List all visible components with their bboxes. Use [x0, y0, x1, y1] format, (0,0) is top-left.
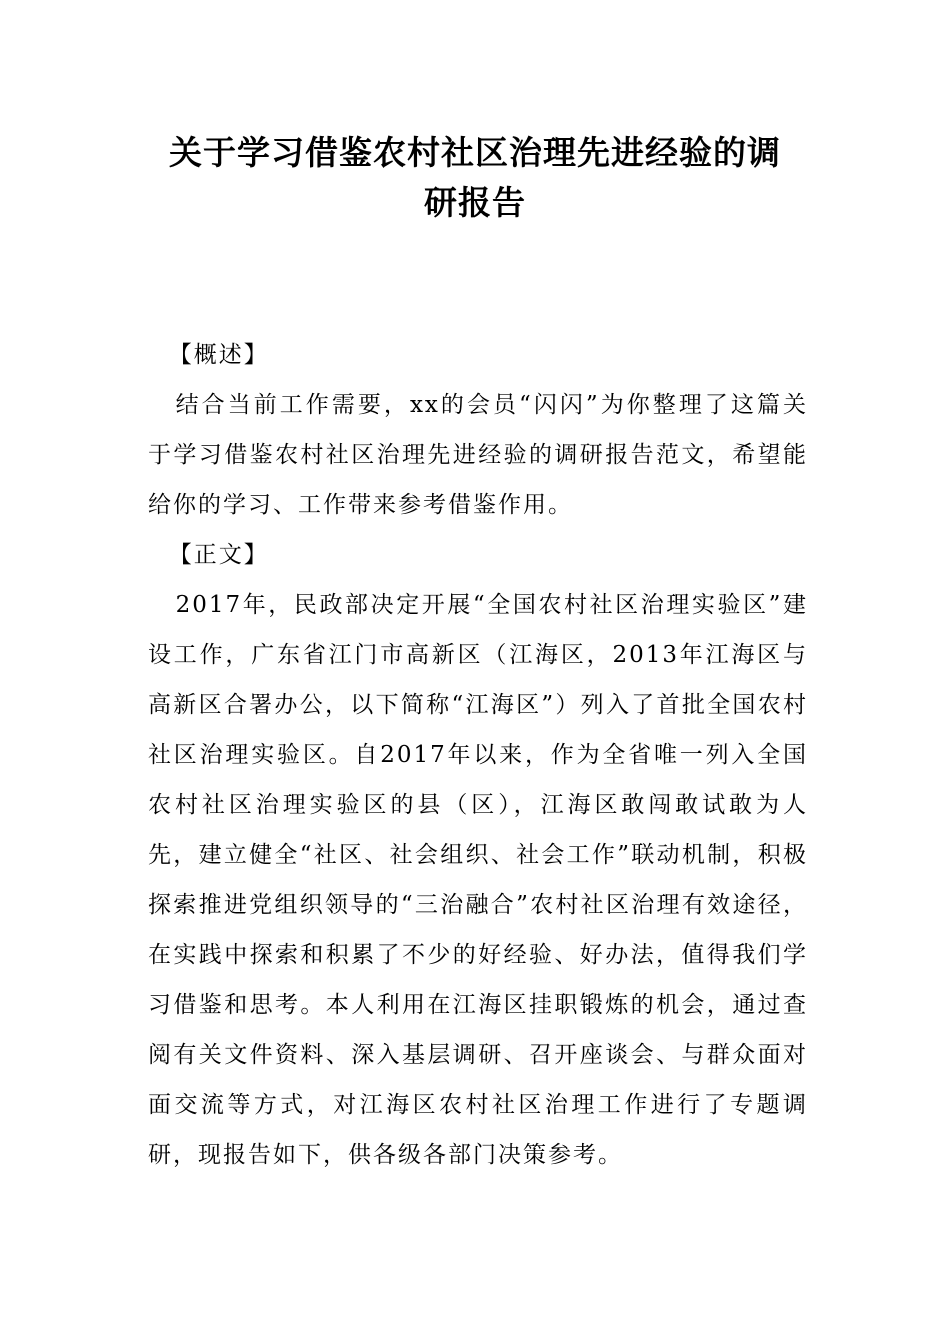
document-title: [140, 128, 810, 228]
title-line-1: 关于学习借鉴农村社区治理先进经验的调: [169, 133, 781, 172]
body-paragraph: 2017年，民政部决定开展“全国农村社区治理实验区”建设工作，广东省江门市高新区（江海区，2013年江海区与高新区合署办公，以下简称“江海区”）列入了首批全国农村社区治理实验区。自2017年以来，作为全省唯一列入全国农村社区治理实验区的县（区），江海区敢闯敢试敢为人先，建立健全“社区、社会组织、社会工作”联动机制，积极探索推进党组织领导的“三治融合”农村社区治理有效途径，在实践中探索和积累了不少的好经验、好办法，值得我们学习借鉴和思考。本人利用在江海区挂职锻炼的机会，通过查阅有关文件资料、深入基层调研、召开座谈会、与群众面对面交流等方式，对江海区农村社区治理工作进行了专题调研，现报告如下，供各级各部门决策参考。: [148, 592, 808, 1168]
summary-paragraph: 结合当前工作需要，xx的会员“闪闪”为你整理了这篇关于学习借鉴农村社区治理先进经验的调研报告范文，希望能给你的学习、工作带来参考借鉴作用。: [148, 392, 808, 518]
summary-heading: 【概述】: [168, 342, 269, 368]
body-heading: 【正文】: [168, 542, 269, 568]
document-body: [148, 330, 808, 1180]
title-line-2: 研报告: [424, 183, 526, 222]
